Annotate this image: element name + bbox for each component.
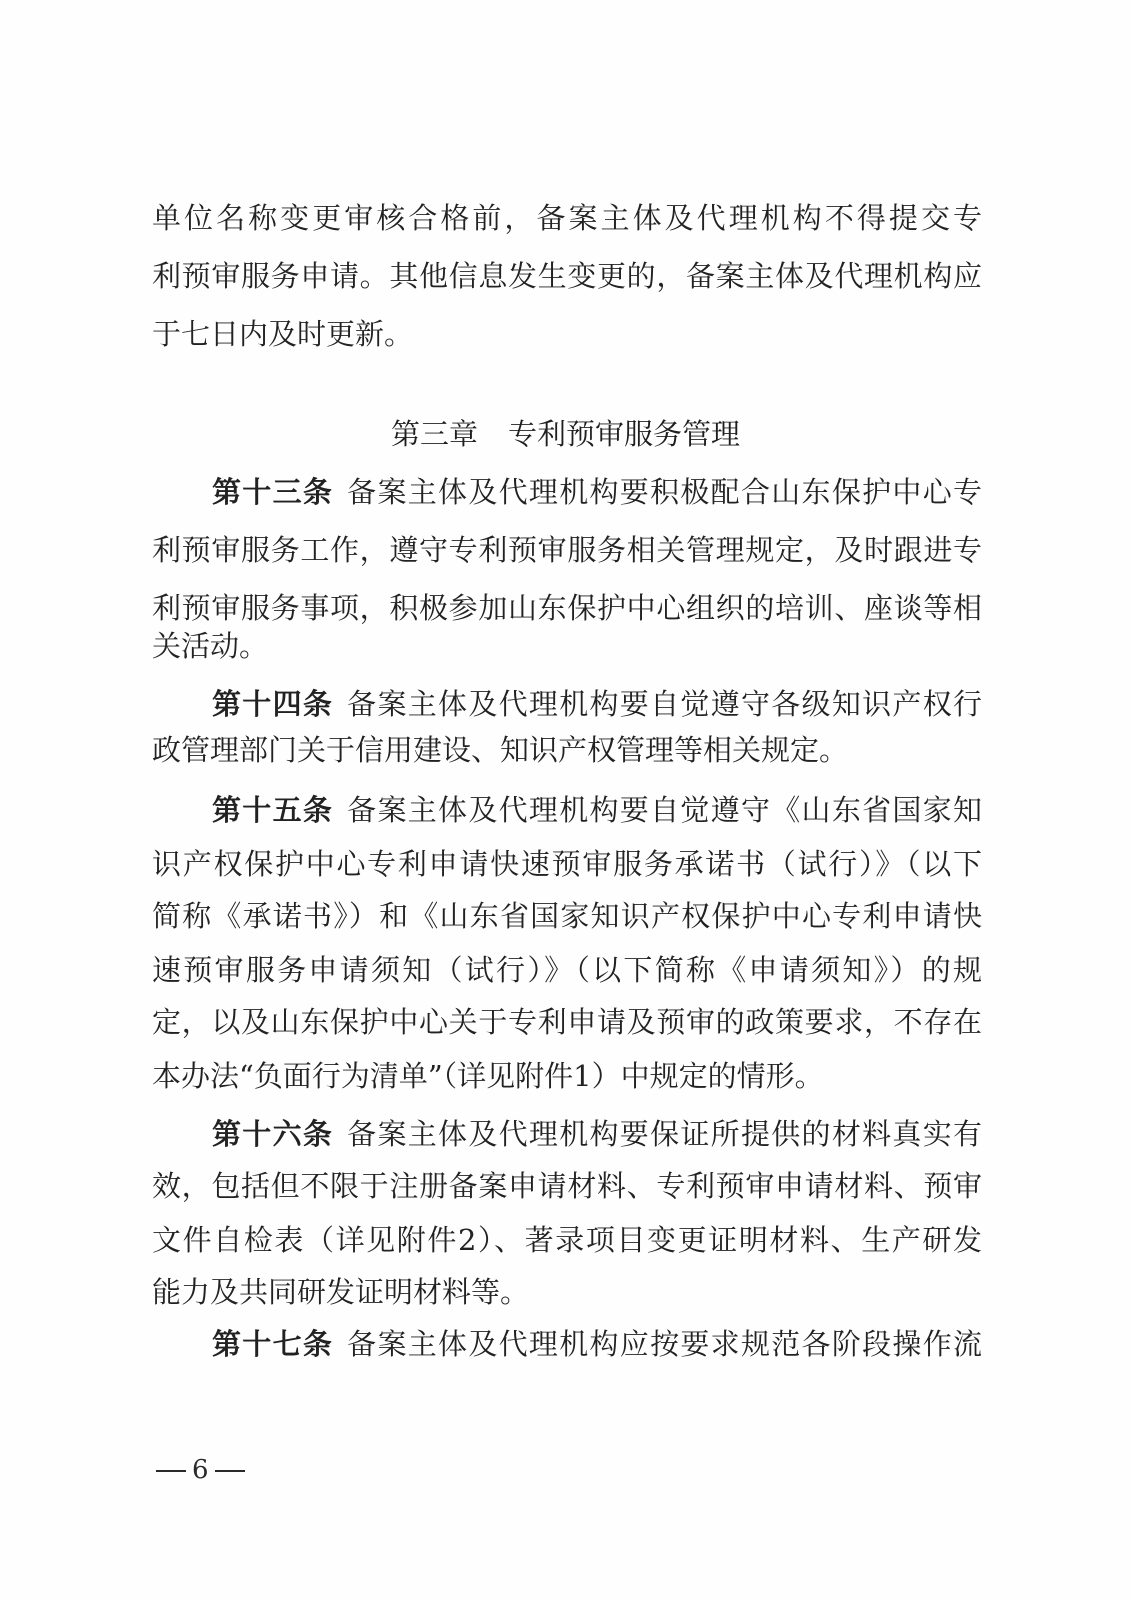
article-16-line-3: 文件自检表（详见附件2）、著录项目变更证明材料、生产研发 xyxy=(152,1223,982,1257)
article-15-line-3: 简称《承诺书》）和《山东省国家知识产权保护中心专利申请快 xyxy=(152,899,982,933)
page-number-right-dash xyxy=(215,1470,245,1472)
article-14-text-1: 备案主体及代理机构要自觉遵守各级知识产权行 xyxy=(347,687,982,721)
article-15-line-5: 定，以及山东保护中心关于专利申请及预审的政策要求，不存在 xyxy=(152,1005,982,1039)
article-16-label: 第十六条 xyxy=(212,1117,334,1151)
article-14-line-2: 政管理部门关于信用建设、知识产权管理等相关规定。 xyxy=(152,733,849,767)
chapter-number: 第三章 xyxy=(390,417,478,451)
article-13-first-line xyxy=(212,472,982,512)
article-17-label: 第十七条 xyxy=(212,1327,334,1361)
article-16-line-2: 效，包括但不限于注册备案申请材料、专利预审申请材料、预审 xyxy=(152,1169,982,1203)
article-16-line-4: 能力及共同研发证明材料等。 xyxy=(152,1275,530,1309)
intro-line-2: 利预审服务申请。其他信息发生变更的，备案主体及代理机构应 xyxy=(152,259,982,293)
page-number-left-dash xyxy=(156,1470,186,1472)
article-14-label: 第十四条 xyxy=(212,687,334,721)
article-15-line-6: 本办法“负面行为清单”（详见附件1）中规定的情形。 xyxy=(152,1059,824,1093)
page-number-value: 6 xyxy=(192,1455,209,1485)
article-16-first-line xyxy=(212,1114,982,1154)
article-15-text-1: 备案主体及代理机构要自觉遵守《山东省国家知 xyxy=(347,793,982,827)
article-15-first-line xyxy=(212,790,982,830)
article-13-line-3: 利预审服务事项，积极参加山东保护中心组织的培训、座谈等相 xyxy=(152,591,982,625)
article-13-label: 第十三条 xyxy=(212,475,334,509)
article-17-text-1: 备案主体及代理机构应按要求规范各阶段操作流 xyxy=(347,1327,982,1361)
article-16-text-1: 备案主体及代理机构要保证所提供的材料真实有 xyxy=(347,1117,982,1151)
article-13-line-2: 利预审服务工作，遵守专利预审服务相关管理规定，及时跟进专 xyxy=(152,533,982,567)
page-number xyxy=(150,1452,251,1488)
intro-line-1: 单位名称变更审核合格前，备案主体及代理机构不得提交专 xyxy=(152,201,982,235)
article-14-first-line xyxy=(212,684,982,724)
chapter-heading xyxy=(0,412,1131,456)
chapter-title: 专利预审服务管理 xyxy=(508,417,741,451)
article-15-line-4: 速预审服务申请须知（试行）》（以下简称《申请须知》）的规 xyxy=(152,953,982,987)
article-13-line-4: 关活动。 xyxy=(152,629,269,663)
article-17-first-line xyxy=(212,1324,982,1364)
article-15-label: 第十五条 xyxy=(212,793,334,827)
article-13-text-1: 备案主体及代理机构要积极配合山东保护中心专 xyxy=(347,475,982,509)
intro-line-3: 于七日内及时更新。 xyxy=(152,317,414,351)
article-15-line-2: 识产权保护中心专利申请快速预审服务承诺书（试行）》（以下 xyxy=(152,847,982,881)
